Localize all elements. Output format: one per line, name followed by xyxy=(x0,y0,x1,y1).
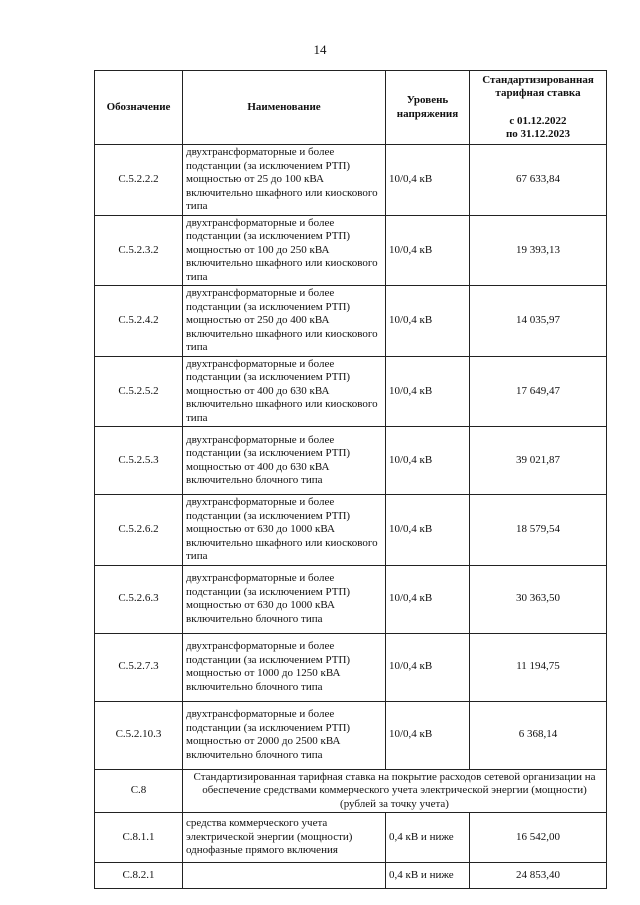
section-code: С.8 xyxy=(95,769,183,813)
table-row xyxy=(95,633,607,701)
row-name: двухтрансформаторные и более подстанции (за исключением РТП) мощностью от 25 до 100 кВА включительно шкафного или киоскового типа xyxy=(183,145,386,216)
row-rate: 6 368,14 xyxy=(470,701,607,769)
row-rate: 39 021,87 xyxy=(470,427,607,495)
tariff-table xyxy=(94,70,607,889)
header-rate-period1: с 01.12.2022 xyxy=(509,114,567,127)
row-voltage: 10/0,4 кВ xyxy=(386,633,470,701)
row-name: двухтрансформаторные и более подстанции (за исключением РТП) мощностью от 630 до 1000 кВА включительно блочного типа xyxy=(183,565,386,633)
row-rate: 19 393,13 xyxy=(470,215,607,286)
row-rate: 11 194,75 xyxy=(470,633,607,701)
header-rate-line1: Стандартизированная xyxy=(482,73,594,86)
row-rate: 67 633,84 xyxy=(470,145,607,216)
row-name xyxy=(183,863,386,889)
table-row xyxy=(95,813,607,863)
section-title: Стандартизированная тарифная ставка на покрытие расходов сетевой организации на обеспечение средствами коммерческого учета электрической энергии (мощности) (рублей за точку учета) xyxy=(183,769,607,813)
table-row xyxy=(95,495,607,566)
section-row xyxy=(95,769,607,813)
row-code: С.5.2.6.3 xyxy=(95,565,183,633)
row-voltage: 10/0,4 кВ xyxy=(386,427,470,495)
row-code: С.5.2.7.3 xyxy=(95,633,183,701)
row-voltage: 10/0,4 кВ xyxy=(386,286,470,357)
row-rate: 30 363,50 xyxy=(470,565,607,633)
table-row xyxy=(95,863,607,889)
row-code: С.5.2.6.2 xyxy=(95,495,183,566)
row-name: двухтрансформаторные и более подстанции (за исключением РТП) мощностью от 400 до 630 кВА включительно блочного типа xyxy=(183,427,386,495)
header-voltage-line1: Уровень xyxy=(406,94,449,106)
row-voltage: 10/0,4 кВ xyxy=(386,701,470,769)
row-rate: 24 853,40 xyxy=(470,863,607,889)
table-row xyxy=(95,356,607,427)
row-voltage: 10/0,4 кВ xyxy=(386,495,470,566)
row-voltage: 10/0,4 кВ xyxy=(386,356,470,427)
row-code: С.5.2.2.2 xyxy=(95,145,183,216)
row-voltage: 10/0,4 кВ xyxy=(386,565,470,633)
row-voltage: 0,4 кВ и ниже xyxy=(386,863,470,889)
row-name: двухтрансформаторные и более подстанции (за исключением РТП) мощностью от 400 до 630 кВА включительно шкафного или киоскового типа xyxy=(183,356,386,427)
row-code: С.8.1.1 xyxy=(95,813,183,863)
header-rate-period xyxy=(473,115,603,142)
row-voltage: 10/0,4 кВ xyxy=(386,215,470,286)
row-name: двухтрансформаторные и более подстанции (за исключением РТП) мощностью от 1000 до 1250 кВА включительно блочного типа xyxy=(183,633,386,701)
table-row xyxy=(95,286,607,357)
row-rate: 17 649,47 xyxy=(470,356,607,427)
header-voltage xyxy=(386,71,470,145)
header-rate xyxy=(470,71,607,145)
row-code: С.5.2.10.3 xyxy=(95,701,183,769)
row-name: средства коммерческого учета электрической энергии (мощности) однофазные прямого включения xyxy=(183,813,386,863)
row-code: С.5.2.5.3 xyxy=(95,427,183,495)
header-rate-period2: по 31.12.2023 xyxy=(505,128,571,140)
row-code: С.8.2.1 xyxy=(95,863,183,889)
table-row xyxy=(95,215,607,286)
row-code: С.5.2.5.2 xyxy=(95,356,183,427)
table-header-row xyxy=(95,71,607,145)
row-code: С.5.2.4.2 xyxy=(95,286,183,357)
header-name: Наименование xyxy=(183,71,386,145)
row-rate: 18 579,54 xyxy=(470,495,607,566)
table-row xyxy=(95,145,607,216)
row-name: двухтрансформаторные и более подстанции (за исключением РТП) мощностью от 630 до 1000 кВА включительно шкафного или киоскового типа xyxy=(183,495,386,566)
row-name: двухтрансформаторные и более подстанции (за исключением РТП) мощностью от 100 до 250 кВА включительно шкафного или киоскового типа xyxy=(183,215,386,286)
row-code: С.5.2.3.2 xyxy=(95,215,183,286)
row-name: двухтрансформаторные и более подстанции (за исключением РТП) мощностью от 250 до 400 кВА включительно шкафного или киоскового типа xyxy=(183,286,386,357)
table-row xyxy=(95,701,607,769)
page-number: 14 xyxy=(313,42,327,57)
table-row xyxy=(95,565,607,633)
row-rate: 14 035,97 xyxy=(470,286,607,357)
row-voltage: 10/0,4 кВ xyxy=(386,145,470,216)
header-voltage-line2: напряжения xyxy=(396,107,459,120)
header-code: Обозначение xyxy=(95,71,183,145)
row-rate: 16 542,00 xyxy=(470,813,607,863)
row-voltage: 0,4 кВ и ниже xyxy=(386,813,470,863)
row-name: двухтрансформаторные и более подстанции (за исключением РТП) мощностью от 2000 до 2500 кВА включительно блочного типа xyxy=(183,701,386,769)
header-rate-line2: тарифная ставка xyxy=(495,87,581,99)
table-row xyxy=(95,427,607,495)
